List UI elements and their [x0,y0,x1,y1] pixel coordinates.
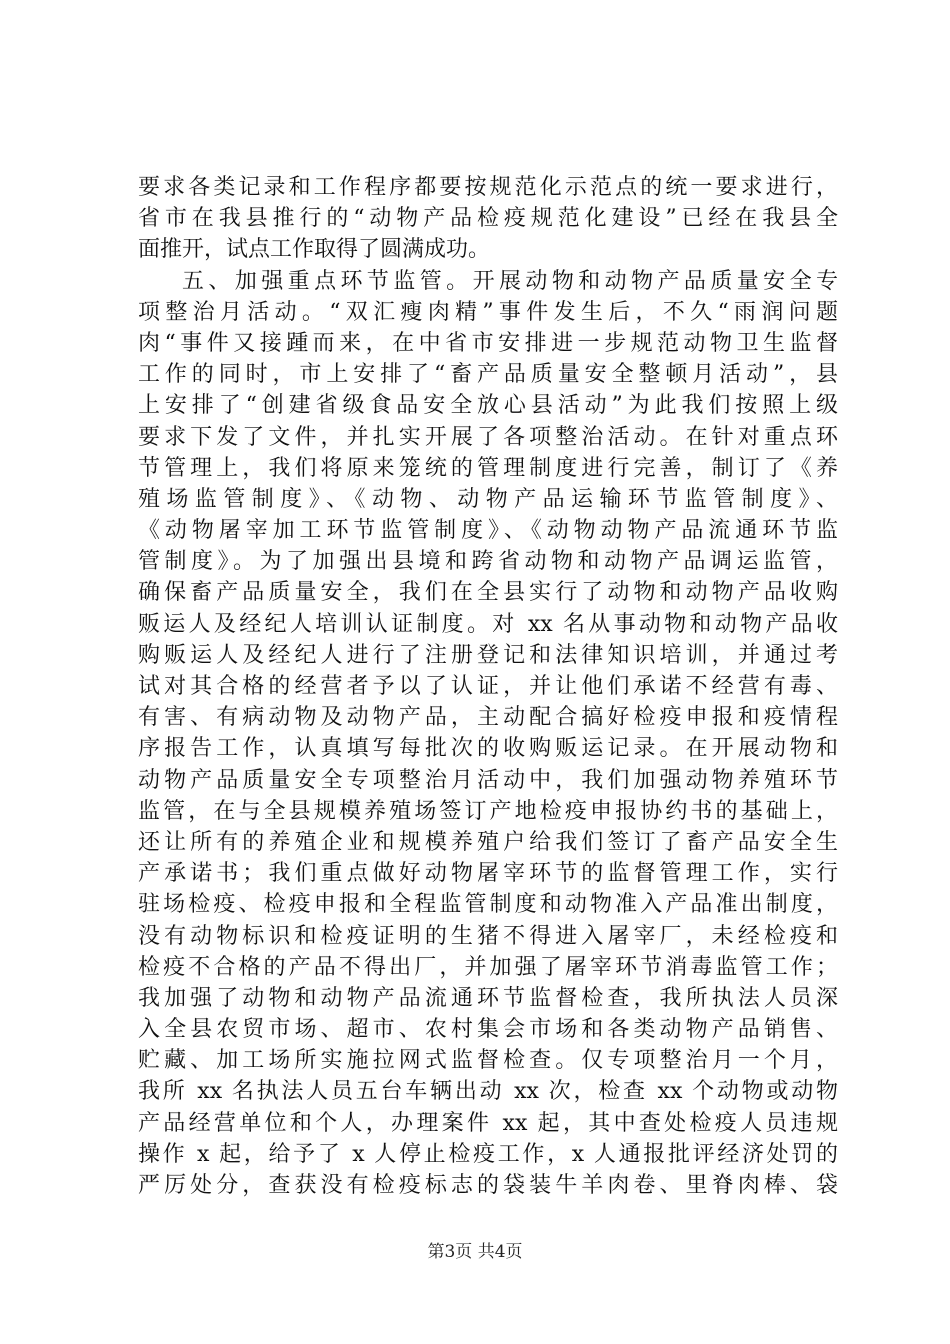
text-line: 面推开，试点工作取得了圆满成功。 [138,237,491,263]
text-line: 入全县农贸市场、超市、农村集会市场和各类动物产品销售、 [138,1017,838,1043]
text-line: 检疫不合格的产品不得出厂，并加强了屠宰环节消毒监管工作； [138,954,838,980]
text-line: 管制度》。为了加强出县境和跨省动物和动物产品调运监管， [138,549,838,575]
body-text [138,172,838,1201]
text-line: 严厉处分，查获没有检疫标志的袋装牛羊肉卷、里脊肉棒、袋 [138,1173,838,1198]
text-line: 节管理上，我们将原来笼统的管理制度进行完善，制订了《养 [138,455,838,481]
text-line: 我所 xx 名执法人员五台车辆出动 xx 次，检查 xx 个动物或动物 [138,1079,838,1105]
text-line: 产承诺书；我们重点做好动物屠宰环节的监督管理工作，实行 [138,861,838,887]
text-line: 还让所有的养殖企业和规模养殖户给我们签订了畜产品安全生 [138,829,838,855]
text-line: 项整治月活动。“双汇瘦肉精”事件发生后，不久“雨润问题 [138,299,838,325]
text-line: 没有动物标识和检疫证明的生猪不得进入屠宰厂，未经检疫和 [138,923,838,949]
text-line: 贩运人及经纪人培训认证制度。对 xx 名从事动物和动物产品收 [138,611,838,637]
paragraph-start-line: 五、加强重点环节监管。开展动物和动物产品质量安全专 [182,268,838,294]
text-line: 购贩运人及经纪人进行了注册登记和法律知识培训，并通过考 [138,642,838,668]
text-line: 确保畜产品质量安全，我们在全县实行了动物和动物产品收购 [138,580,838,606]
text-line: 省市在我县推行的“动物产品检疫规范化建设”已经在我县全 [138,206,838,232]
text-line: 产品经营单位和个人，办理案件 xx 起，其中查处检疫人员违规 [138,1110,838,1136]
text-line: 我加强了动物和动物产品流通环节监督检查，我所执法人员深 [138,985,838,1011]
text-line: 操作 x 起，给予了 x 人停止检疫工作，x 人通报批评经济处罚的 [138,1141,838,1167]
text-line: 工作的同时，市上安排了“畜产品质量安全整顿月活动”，县 [138,362,838,388]
text-line: 动物产品质量安全专项整治月活动中，我们加强动物养殖环节 [138,767,838,793]
text-line: 有害、有病动物及动物产品，主动配合搞好检疫申报和疫情程 [138,705,838,731]
text-line: 殖场监管制度》、《动物、动物产品运输环节监管制度》、 [138,486,838,512]
text-line: 上安排了“创建省级食品安全放心县活动”为此我们按照上级 [138,393,838,419]
text-line: 贮藏、加工场所实施拉网式监督检查。仅专项整治月一个月， [138,1048,838,1074]
page-number-footer: 第3页 共4页 [427,1242,523,1262]
text-line: 试对其合格的经营者予以了认证，并让他们承诺不经营有毒、 [138,674,838,699]
text-line: 肉“事件又接踵而来，在中省市安排进一步规范动物卫生监督 [138,330,838,356]
text-line: 序报告工作，认真填写每批次的收购贩运记录。在开展动物和 [138,736,838,762]
text-line: 《动物屠宰加工环节监管制度》、《动物动物产品流通环节监 [138,518,838,544]
text-line: 要求下发了文件，并扎实开展了各项整治活动。在针对重点环 [138,424,838,450]
text-line: 监管，在与全县规模养殖场签订产地检疫申报协约书的基础上， [138,798,838,824]
text-line: 驻场检疫、检疫申报和全程监管制度和动物准入产品准出制度， [138,892,838,918]
text-line: 要求各类记录和工作程序都要按规范化示范点的统一要求进行， [138,175,838,200]
